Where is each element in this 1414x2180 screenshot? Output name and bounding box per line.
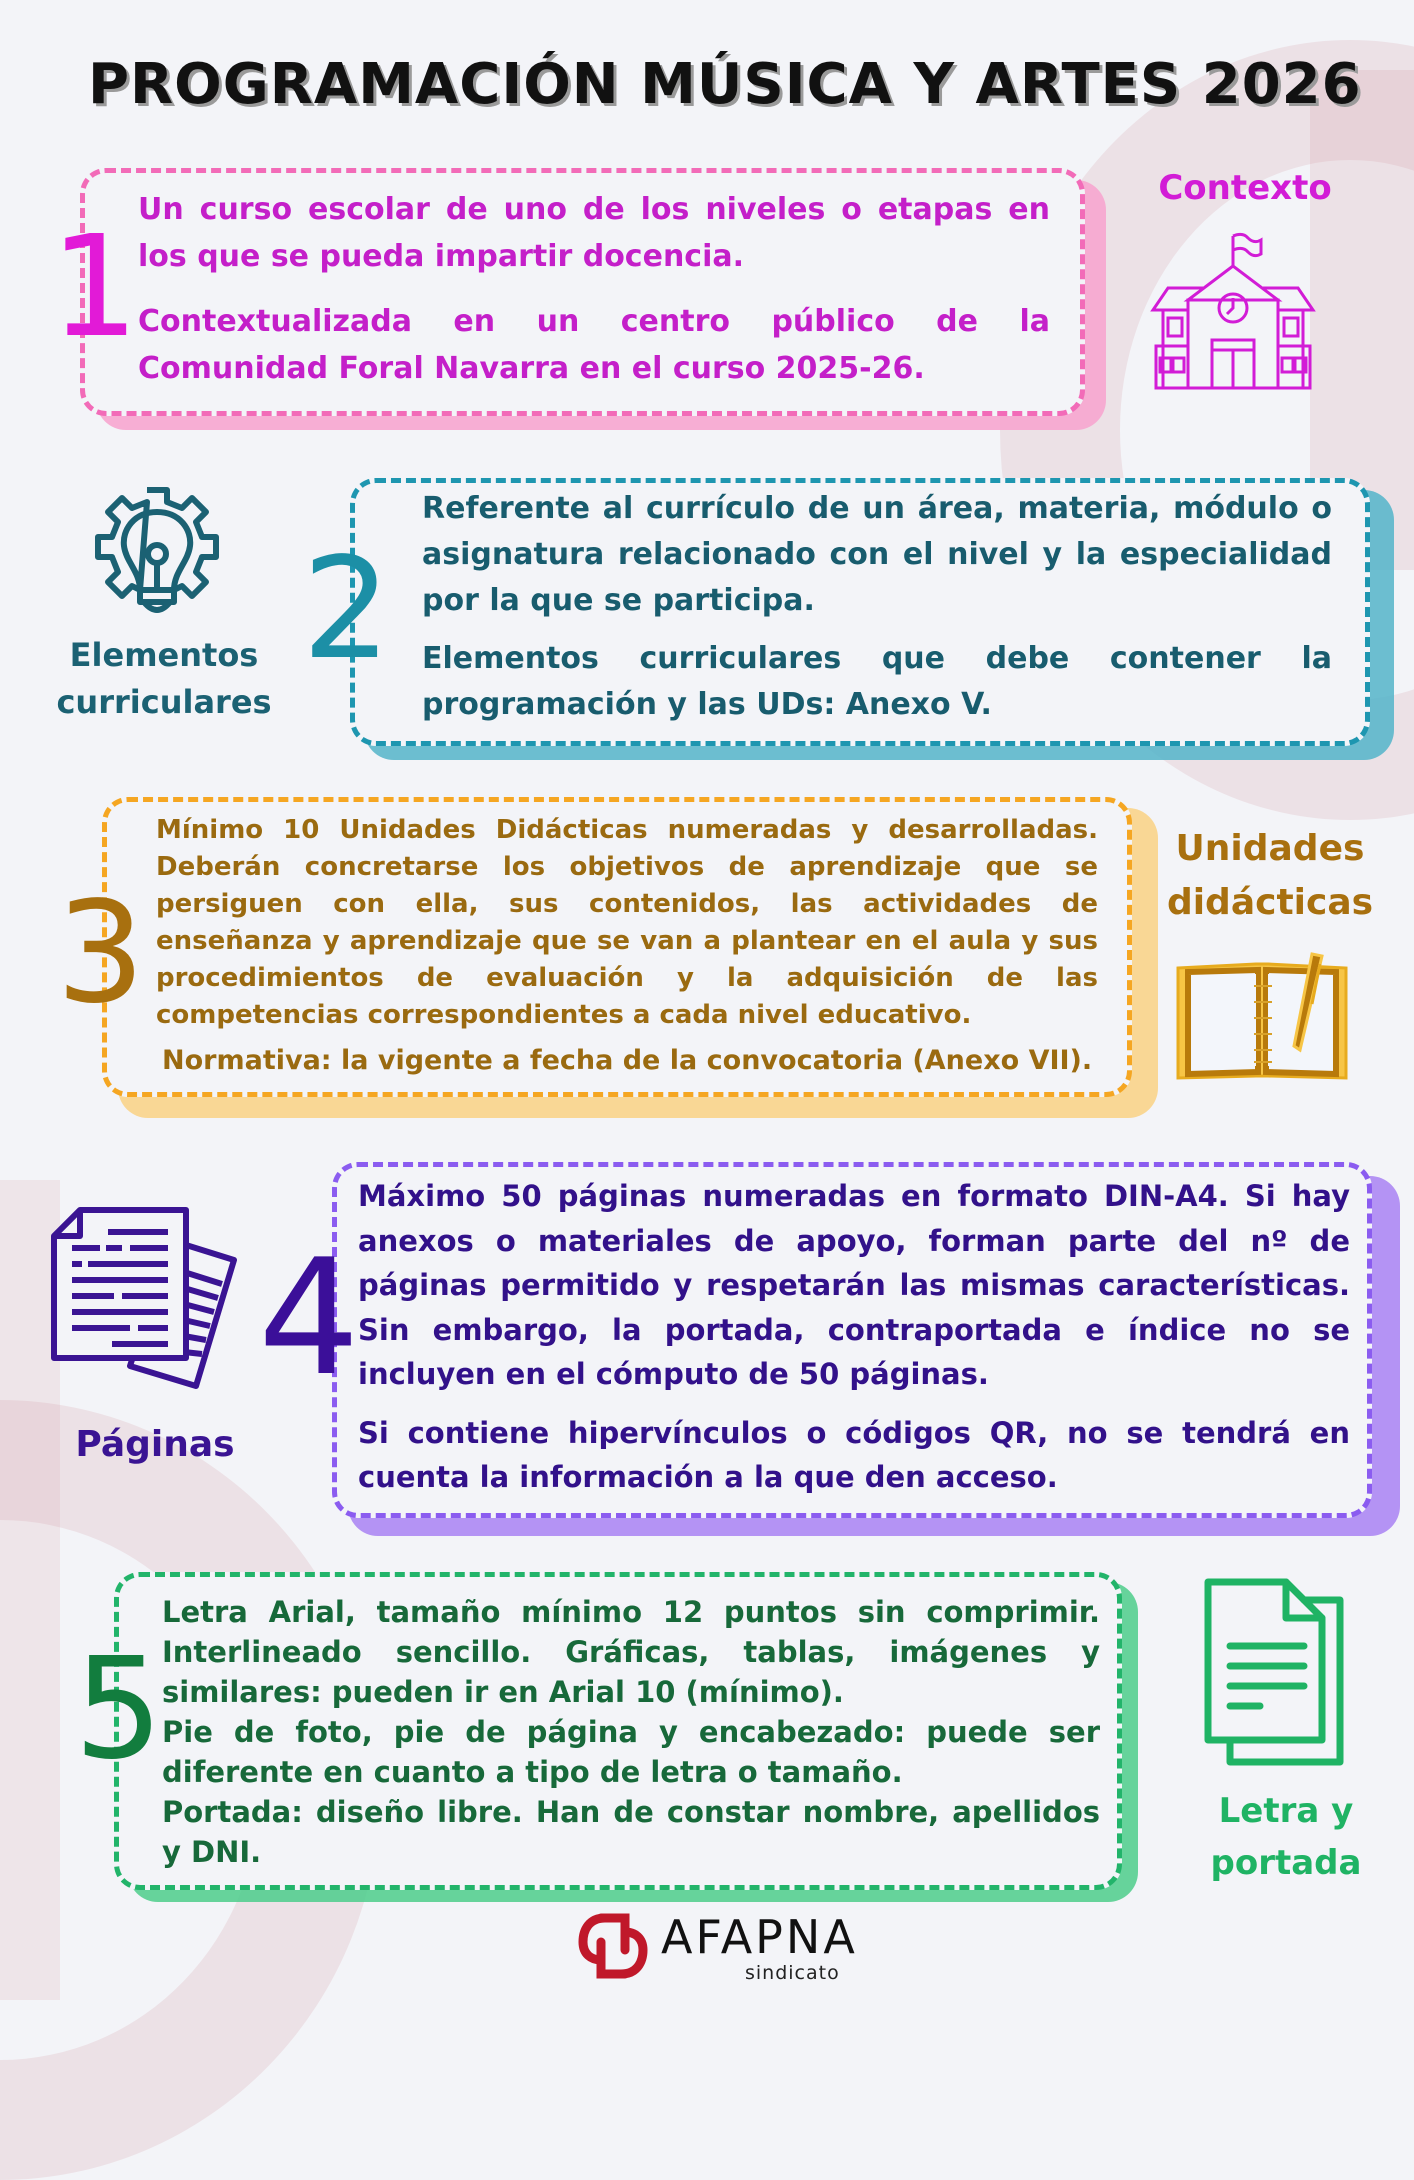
logo-subtitle: sindicato	[745, 1962, 840, 1984]
afapna-logo	[575, 1910, 875, 1990]
paragraph: Pie de foto, pie de página y encabezado: puede ser diferente en cuanto a tipo de letra o tamaño.	[162, 1715, 1100, 1789]
document-copy-icon	[1204, 1578, 1354, 1768]
pages-documents-icon	[50, 1206, 240, 1392]
afapna-knot-icon	[575, 1910, 651, 1982]
page-title: PROGRAMACIÓN MÚSICA Y ARTES 2026	[88, 52, 1362, 117]
paragraph: Portada: diseño libre. Han de constar nombre, apellidos y DNI.	[162, 1795, 1100, 1869]
section-number: 5	[74, 1628, 164, 1791]
paragraph: Normativa: la vigente a fecha de la convocatoria (Anexo VII).	[162, 1045, 1093, 1076]
lightbulb-gear-icon	[82, 482, 232, 632]
section-label: Contexto	[1158, 168, 1332, 208]
paragraph: Contextualizada en un centro público de la Comunidad Foral Navarra en el curso 2025-26.	[138, 304, 1050, 386]
section-number: 3	[56, 872, 146, 1035]
paragraph: Si contiene hipervínculos o códigos QR, no se tendrá en cuenta la información a la que den acceso.	[358, 1415, 1350, 1494]
section-label: Letra y portada	[1210, 1791, 1362, 1883]
section-text	[422, 486, 1332, 728]
paragraph: Mínimo 10 Unidades Didácticas numeradas y desarrolladas. Deberán concretarse los objetivos de aprendizaje que se persiguen con ella, sus contenidos, las actividades de enseñanza y aprendizaje que se van a plantear en el aula y sus procedimientos de evaluación y la adquisición de las competencias correspondientes a cada nivel educativo.	[156, 815, 1098, 1030]
section-number: 2	[302, 528, 392, 691]
logo-name: AFAPNA	[661, 1910, 858, 1964]
paragraph: Máximo 50 páginas numeradas en formato DIN-A4. Si hay anexos o materiales de apoyo, forman parte del nº de páginas permitido y respetarán las mismas características. Sin embargo, la portada, contraportada e índice no se incluyen en el cómputo de 50 páginas.	[358, 1179, 1350, 1391]
section-label: Páginas	[75, 1424, 235, 1465]
paragraph: Referente al currículo de un área, materia, módulo o asignatura relacionado con el nivel y la especialidad por la que se participa.	[422, 491, 1332, 618]
section-label: Unidades didácticas	[1166, 828, 1374, 923]
section-number: 1	[50, 206, 140, 369]
paragraph: Un curso escolar de uno de los niveles o etapas en los que se pueda impartir docencia.	[138, 192, 1050, 274]
notebook-pen-icon	[1172, 946, 1352, 1086]
paragraph: Letra Arial, tamaño mínimo 12 puntos sin comprimir. Interlineado sencillo. Gráficas, tablas, imágenes y similares: pueden ir en Arial 10 (mínimo).	[162, 1595, 1100, 1709]
section-number: 4	[258, 1224, 360, 1411]
section-text	[138, 186, 1050, 392]
section-text	[358, 1174, 1350, 1500]
section-text	[162, 1592, 1100, 1872]
school-building-icon	[1148, 228, 1318, 390]
section-label: Elementos curriculares	[56, 636, 272, 721]
paragraph: Elementos curriculares que debe contener la programación y las UDs: Anexo V.	[422, 641, 1332, 722]
section-text	[156, 812, 1098, 1079]
